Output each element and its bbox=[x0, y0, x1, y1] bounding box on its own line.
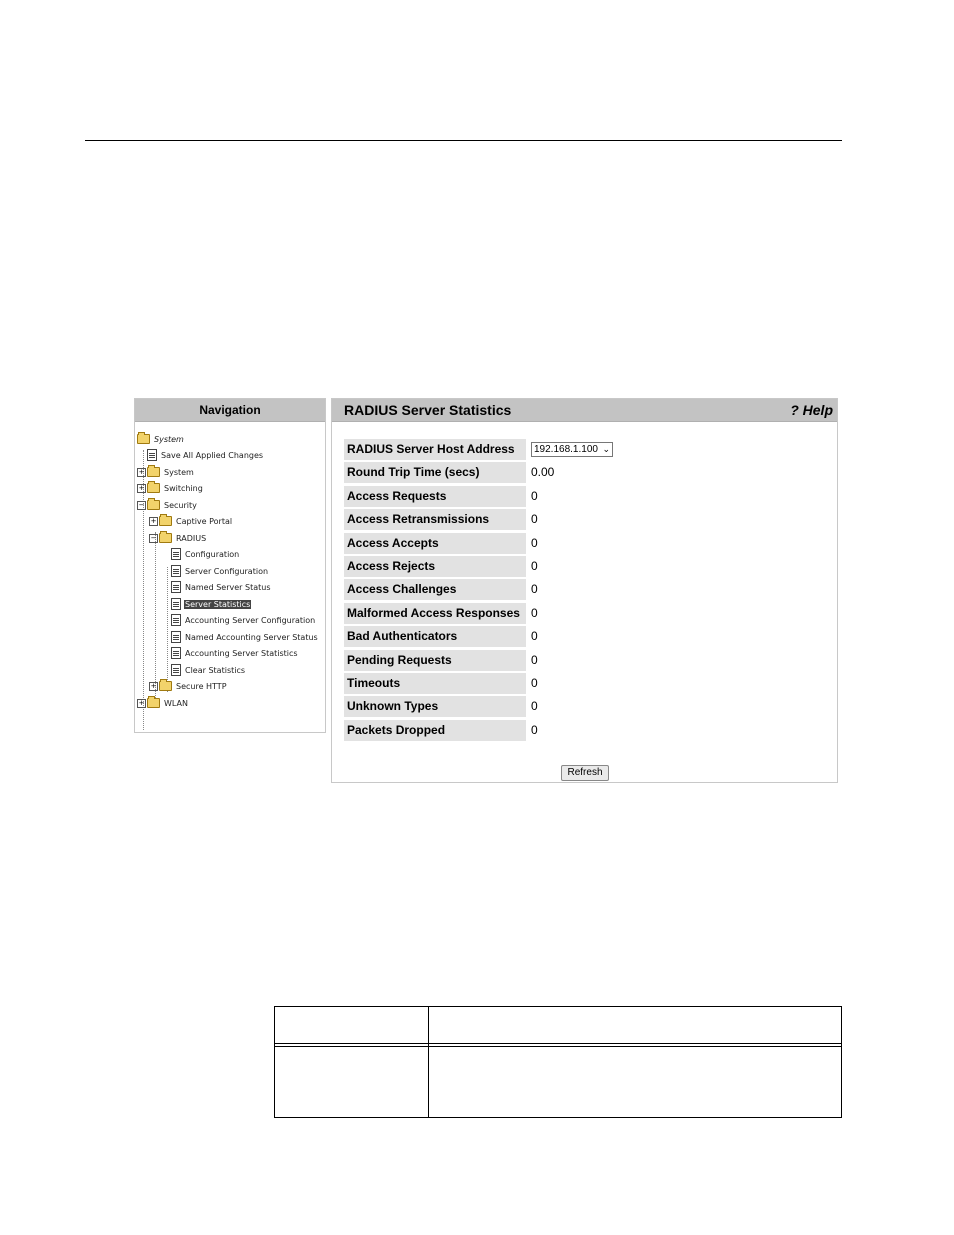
tree-item-accounting-server-configuration[interactable]: Accounting Server Configuration bbox=[171, 613, 316, 627]
stat-label: Access Rejects bbox=[344, 556, 526, 577]
page-icon bbox=[171, 614, 181, 626]
tree-item-switching[interactable]: + Switching bbox=[138, 483, 203, 493]
tree-item-wlan[interactable]: + WLAN bbox=[138, 698, 189, 708]
tree-guide-line bbox=[167, 567, 168, 692]
folder-icon bbox=[159, 516, 172, 526]
host-address-select[interactable] bbox=[531, 442, 613, 457]
document-table bbox=[274, 1006, 842, 1118]
stat-label: Unknown Types bbox=[344, 696, 526, 717]
host-address-value: 192.168.1.100 bbox=[534, 444, 598, 455]
page-icon bbox=[171, 664, 181, 676]
folder-icon bbox=[147, 483, 160, 493]
page-icon bbox=[171, 548, 181, 560]
stat-label: Timeouts bbox=[344, 673, 526, 694]
page-icon bbox=[171, 631, 181, 643]
navigation-panel bbox=[134, 398, 326, 733]
tree-item-secure-http[interactable]: + Secure HTTP bbox=[150, 681, 227, 691]
tree-item-radius[interactable]: − RADIUS bbox=[150, 533, 207, 543]
stat-label: Malformed Access Responses bbox=[344, 603, 526, 624]
table-column-divider bbox=[428, 1007, 429, 1117]
stat-value: 0 bbox=[531, 605, 538, 620]
table-header-divider bbox=[275, 1046, 841, 1047]
folder-icon bbox=[159, 681, 172, 691]
host-address-label: RADIUS Server Host Address bbox=[344, 439, 526, 460]
stat-value: 0 bbox=[531, 722, 538, 737]
open-folder-icon bbox=[137, 434, 150, 444]
expand-icon[interactable]: + bbox=[150, 681, 157, 690]
page-top-rule bbox=[85, 140, 842, 141]
stat-label: Packets Dropped bbox=[344, 720, 526, 741]
page-icon bbox=[171, 565, 181, 577]
page-icon bbox=[171, 598, 181, 610]
table-header-divider bbox=[275, 1043, 841, 1044]
stat-value: 0 bbox=[531, 558, 538, 573]
tree-item-accounting-server-statistics[interactable]: Accounting Server Statistics bbox=[171, 646, 299, 660]
page-icon bbox=[171, 581, 181, 593]
open-folder-icon bbox=[147, 500, 160, 510]
stat-label: Access Requests bbox=[344, 486, 526, 507]
panel-header bbox=[332, 399, 837, 422]
refresh-button[interactable]: Refresh bbox=[561, 765, 609, 781]
tree-item-server-configuration[interactable]: Server Configuration bbox=[171, 564, 269, 578]
stat-label: Access Retransmissions bbox=[344, 509, 526, 530]
help-link[interactable]: ? Help bbox=[790, 402, 833, 418]
collapse-icon[interactable]: − bbox=[138, 500, 145, 509]
expand-icon[interactable]: + bbox=[138, 467, 145, 476]
stat-label: Pending Requests bbox=[344, 650, 526, 671]
stat-value: 0 bbox=[531, 699, 538, 714]
stat-label: Access Challenges bbox=[344, 579, 526, 600]
folder-icon bbox=[147, 467, 160, 477]
tree-item-named-server-status[interactable]: Named Server Status bbox=[171, 580, 272, 594]
stat-value: 0 bbox=[531, 535, 538, 550]
stat-value: 0 bbox=[531, 652, 538, 667]
tree-item-system-root[interactable]: System bbox=[137, 432, 185, 446]
radius-statistics-panel bbox=[331, 398, 838, 783]
navigation-title: Navigation bbox=[135, 399, 325, 422]
tree-item-captive-portal[interactable]: + Captive Portal bbox=[150, 516, 233, 526]
expand-icon[interactable]: + bbox=[138, 698, 145, 707]
tree-item-system[interactable]: + System bbox=[138, 467, 194, 477]
page-title: RADIUS Server Statistics bbox=[344, 402, 512, 418]
collapse-icon[interactable]: − bbox=[150, 533, 157, 542]
expand-icon[interactable]: + bbox=[138, 483, 145, 492]
chevron-down-icon: ⌄ bbox=[602, 444, 610, 454]
page-icon bbox=[147, 449, 157, 461]
tree-item-configuration[interactable]: Configuration bbox=[171, 547, 240, 561]
stat-label: Round Trip Time (secs) bbox=[344, 462, 526, 483]
tree-item-security[interactable]: − Security bbox=[138, 500, 197, 510]
stat-value: 0 bbox=[531, 488, 538, 503]
stat-label: Bad Authenticators bbox=[344, 626, 526, 647]
stat-value: 0 bbox=[531, 512, 538, 527]
open-folder-icon bbox=[159, 533, 172, 543]
tree-guide-line bbox=[155, 532, 156, 702]
stat-value: 0 bbox=[531, 582, 538, 597]
tree-item-save-all-applied-changes[interactable]: Save All Applied Changes bbox=[147, 448, 264, 462]
folder-icon bbox=[147, 698, 160, 708]
tree-item-server-statistics[interactable]: Server Statistics bbox=[171, 597, 251, 611]
stat-value: 0 bbox=[531, 629, 538, 644]
expand-icon[interactable]: + bbox=[150, 516, 157, 525]
tree-item-clear-statistics[interactable]: Clear Statistics bbox=[171, 663, 246, 677]
stat-value: 0.00 bbox=[531, 465, 555, 480]
stat-label: Access Accepts bbox=[344, 533, 526, 554]
page-icon bbox=[171, 647, 181, 659]
host-address-cell bbox=[531, 439, 613, 460]
stat-value: 0 bbox=[531, 675, 538, 690]
tree-item-named-accounting-server-status[interactable]: Named Accounting Server Status bbox=[171, 630, 319, 644]
